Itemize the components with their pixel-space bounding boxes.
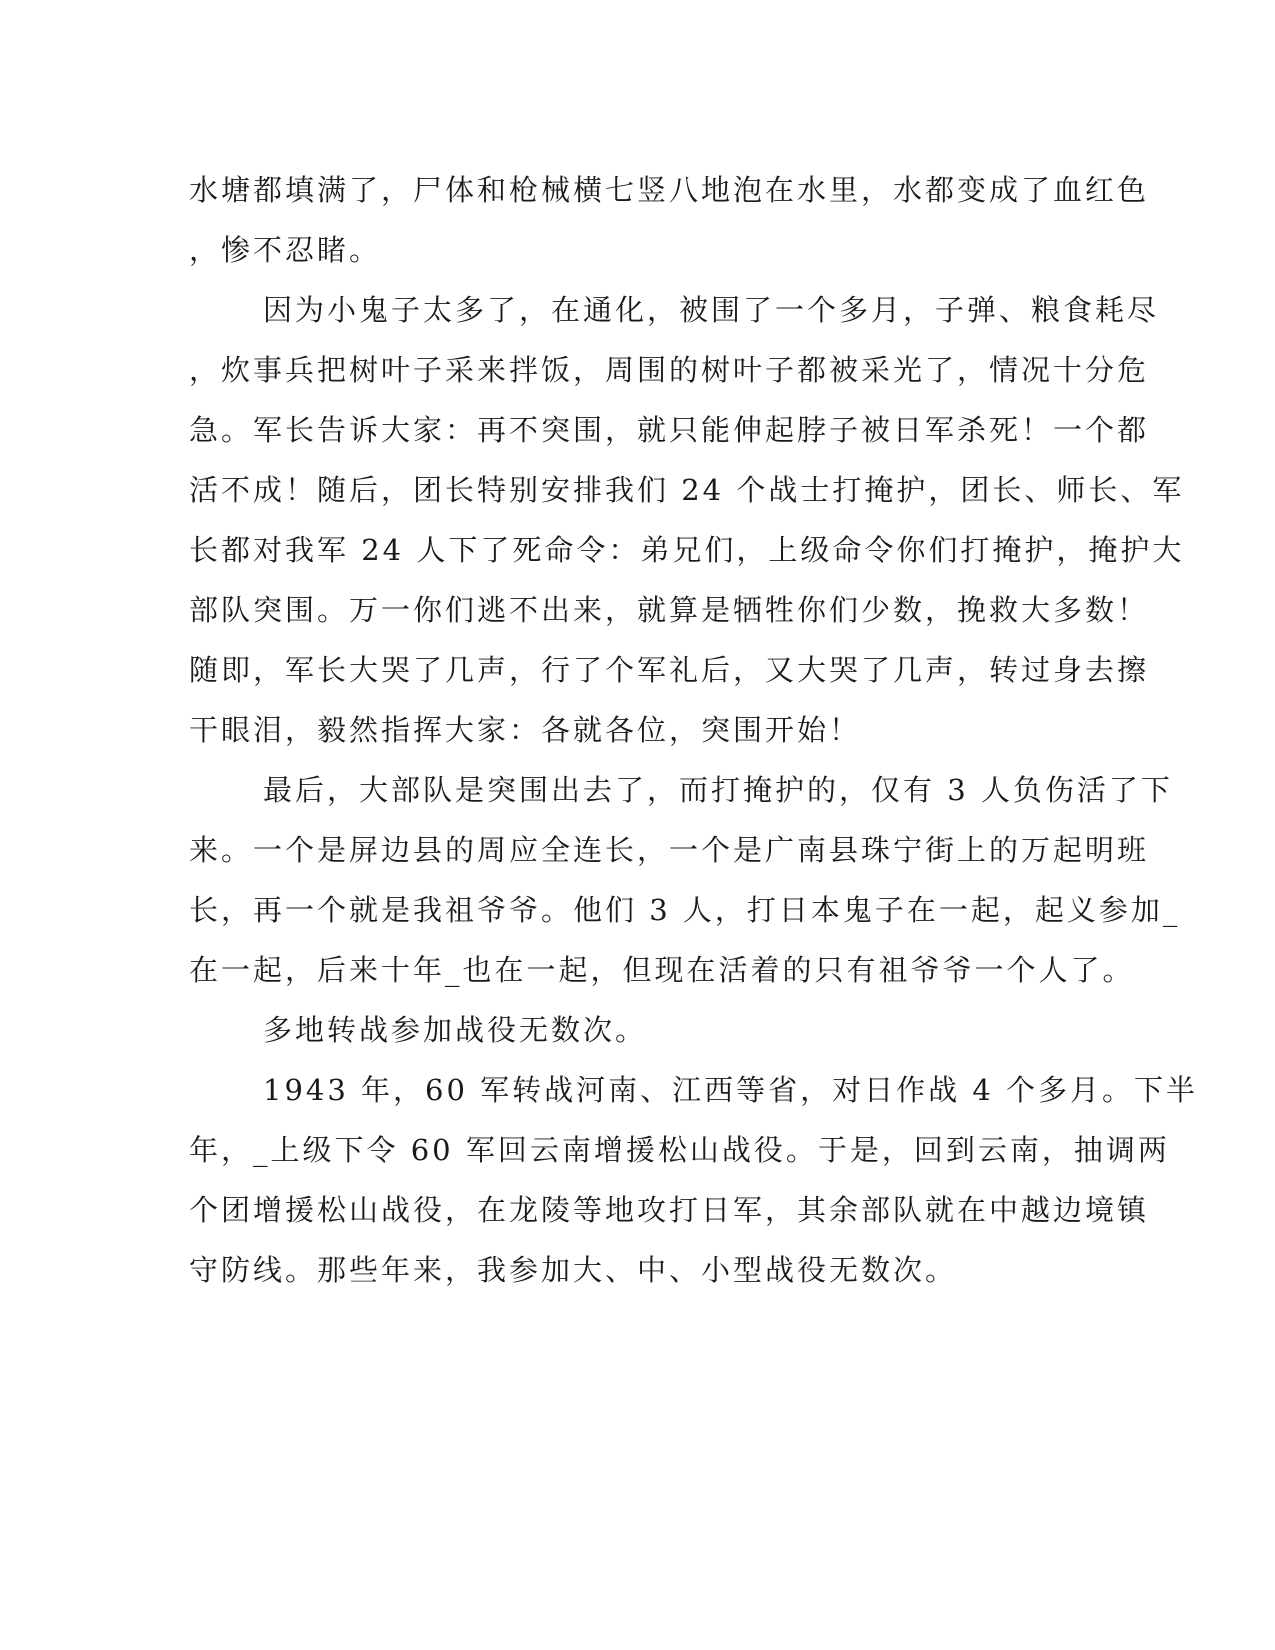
text-line: 在一起，后来十年_也在一起，但现在活着的只有祖爷爷一个人了。 (189, 953, 1135, 987)
text-line: 来。一个是屏边县的周应全连长，一个是广南县珠宁街上的万起明班 (189, 833, 1150, 867)
paragraph-first-line: 最后，大部队是突围出去了，而打掩护的，仅有 3 人负伤活了下 (263, 773, 1173, 807)
text-line: 随即，军长大哭了几声，行了个军礼后，又大哭了几声，转过身去擦 (189, 653, 1150, 687)
text-line: ，惨不忍睹。 (189, 233, 382, 267)
text-line: 水塘都填满了，尸体和枪械横七竖八地泡在水里，水都变成了血红色 (189, 173, 1150, 207)
paragraph-first-line: 多地转战参加战役无数次。 (263, 1013, 648, 1047)
paragraph-first-line: 因为小鬼子太多了，在通化，被围了一个多月，子弹、粮食耗尽 (263, 293, 1160, 327)
text-line: 长都对我军 24 人下了死命令：弟兄们，上级命令你们打掩护，掩护大 (189, 533, 1185, 567)
text-line: 活不成！随后，团长特别安排我们 24 个战士打掩护，团长、师长、军 (189, 473, 1185, 507)
text-line: 急。军长告诉大家：再不突围，就只能伸起脖子被日军杀死！一个都 (189, 413, 1150, 447)
text-line: 部队突围。万一你们逃不出来，就算是牺牲你们少数，挽救大多数！ (189, 593, 1150, 627)
text-line: 个团增援松山战役，在龙陵等地攻打日军，其余部队就在中越边境镇 (189, 1193, 1150, 1227)
text-line: 年，_上级下令 60 军回云南增援松山战役。于是，回到云南，抽调两 (189, 1133, 1170, 1167)
text-line: 守防线。那些年来，我参加大、中、小型战役无数次。 (189, 1253, 958, 1287)
text-line: 长，再一个就是我祖爷爷。他们 3 人，打日本鬼子在一起，起义参加_ (189, 893, 1181, 927)
body-text (189, 160, 1199, 1300)
text-line: ，炊事兵把树叶子采来拌饭，周围的树叶子都被采光了，情况十分危 (189, 353, 1150, 387)
paragraph-first-line: 1943 年，60 军转战河南、江西等省，对日作战 4 个多月。下半 (263, 1073, 1199, 1107)
text-line: 干眼泪，毅然指挥大家：各就各位，突围开始！ (189, 713, 862, 747)
